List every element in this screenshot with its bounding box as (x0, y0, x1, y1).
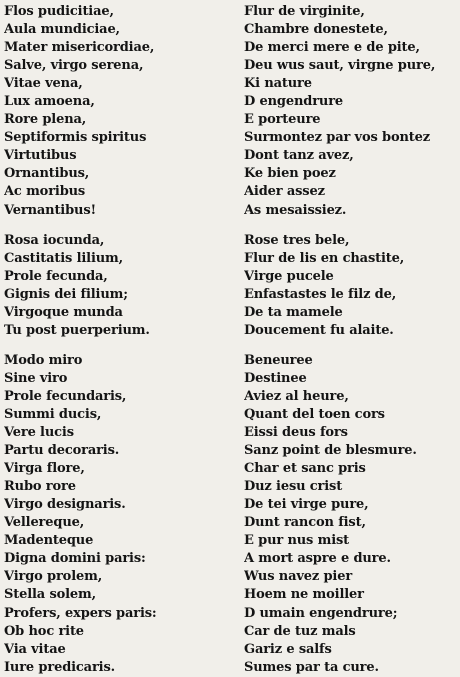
latin-verse-line: Rore plena, (4, 112, 87, 128)
french-verse-line: De merci mere e de pite, (244, 40, 420, 56)
latin-verse-line: Ob hoc rite (4, 623, 84, 639)
french-verse-line: Surmontez par vos bontez (244, 130, 430, 146)
french-verse-line: Sumes par ta cure. (244, 659, 379, 675)
french-verse-line: Duz iesu crist (244, 479, 343, 495)
latin-verse-line: Virgo prolem, (4, 569, 103, 585)
french-verse-line: Rose tres bele, (244, 232, 350, 248)
latin-verse-line: Lux amoena, (4, 94, 95, 110)
french-verse-line: A mort aspre e dure. (244, 551, 391, 567)
latin-verse-line: Vellereque, (4, 515, 85, 531)
latin-verse-line: Rosa iocunda, (4, 232, 105, 248)
latin-column (4, 3, 236, 677)
french-verse-line: D umain engendrure; (244, 605, 398, 621)
french-verse-line: Beneuree (244, 352, 313, 368)
latin-verse-line: Partu decoraris. (4, 443, 120, 459)
latin-verse-line: Digna domini paris: (4, 551, 146, 567)
french-verse-line: Virge pucele (244, 268, 334, 284)
latin-verse-line: Salve, virgo serena, (4, 58, 144, 74)
latin-verse-line: Madenteque (4, 533, 94, 549)
french-verse-line: Quant del toen cors (244, 406, 385, 422)
latin-verse-line: Vernantibus! (4, 202, 97, 218)
latin-verse-line: Gignis dei filium; (4, 286, 128, 302)
latin-verse-line: Iure predicaris. (4, 659, 115, 675)
latin-verse-line: Virgoque munda (4, 304, 123, 320)
latin-verse-line: Septiformis spiritus (4, 130, 147, 146)
latin-verse-line: Summi ducis, (4, 406, 102, 422)
stanza-gap (4, 340, 236, 352)
french-verse-line: Aider assez (244, 184, 325, 200)
french-verse-line: Sanz point de blesmure. (244, 443, 417, 459)
stanza-gap (4, 220, 236, 232)
latin-verse-line: Virgo designaris. (4, 497, 126, 513)
latin-verse-line: Ornantibus, (4, 166, 90, 182)
french-verse-line: E pur nus mist (244, 533, 350, 549)
latin-verse-line: Mater misericordiae, (4, 40, 155, 56)
french-verse-line: D engendrure (244, 94, 344, 110)
latin-verse-line: Prole fecunda, (4, 268, 108, 284)
latin-verse-line: Via vitae (4, 641, 66, 657)
french-verse-line: As mesaissiez. (244, 202, 347, 218)
latin-verse-line: Prole fecundaris, (4, 388, 127, 404)
french-verse-line: Wus navez pier (244, 569, 353, 585)
french-verse-line: Dunt rancon fist, (244, 515, 366, 531)
latin-verse-line: Castitatis lilium, (4, 250, 124, 266)
latin-verse-line: Flos pudicitiae, (4, 4, 114, 19)
latin-verse-line: Virga flore, (4, 461, 85, 477)
french-verse-line: Doucement fu alaite. (244, 322, 394, 338)
latin-verse-line: Rubo rore (4, 479, 76, 495)
french-verse-line: Car de tuz mals (244, 623, 356, 639)
french-verse-line: Deu wus saut, virgne pure, (244, 58, 436, 74)
french-verse-line: Enfastastes le filz de, (244, 286, 397, 302)
french-verse-line: Ki nature (244, 76, 312, 92)
french-column (244, 3, 456, 677)
french-verse-line: E porteure (244, 112, 321, 128)
french-verse-line: Destinee (244, 370, 307, 386)
latin-verse-line: Profers, expers paris: (4, 605, 157, 621)
stanza-gap (244, 220, 456, 232)
french-verse-line: Flur de virginite, (244, 4, 365, 19)
french-verse-line: Ke bien poez (244, 166, 336, 182)
latin-verse-line: Sine viro (4, 370, 68, 386)
french-verse-line: Hoem ne moiller (244, 587, 364, 603)
latin-verse-line: Virtutibus (4, 148, 77, 164)
latin-verse-line: Vitae vena, (4, 76, 83, 92)
french-verse-line: De tei virge pure, (244, 497, 369, 513)
latin-verse-line: Stella solem, (4, 587, 97, 603)
french-verse-line: Gariz e salfs (244, 641, 332, 657)
latin-verse-line: Ac moribus (4, 184, 86, 200)
french-verse-line: Eissi deus fors (244, 425, 348, 441)
latin-verse-line: Modo miro (4, 352, 83, 368)
french-verse-line: Aviez al heure, (244, 388, 349, 404)
french-verse-line: Flur de lis en chastite, (244, 250, 405, 266)
stanza-gap (244, 340, 456, 352)
french-verse-line: Dont tanz avez, (244, 148, 354, 164)
french-verse-line: Char et sanc pris (244, 461, 366, 477)
french-verse-line: Chambre donestete, (244, 22, 388, 38)
latin-verse-line: Tu post puerperium. (4, 322, 150, 338)
latin-verse-line: Vere lucis (4, 425, 74, 441)
latin-verse-line: Aula mundiciae, (4, 22, 120, 38)
french-verse-line: De ta mamele (244, 304, 343, 320)
